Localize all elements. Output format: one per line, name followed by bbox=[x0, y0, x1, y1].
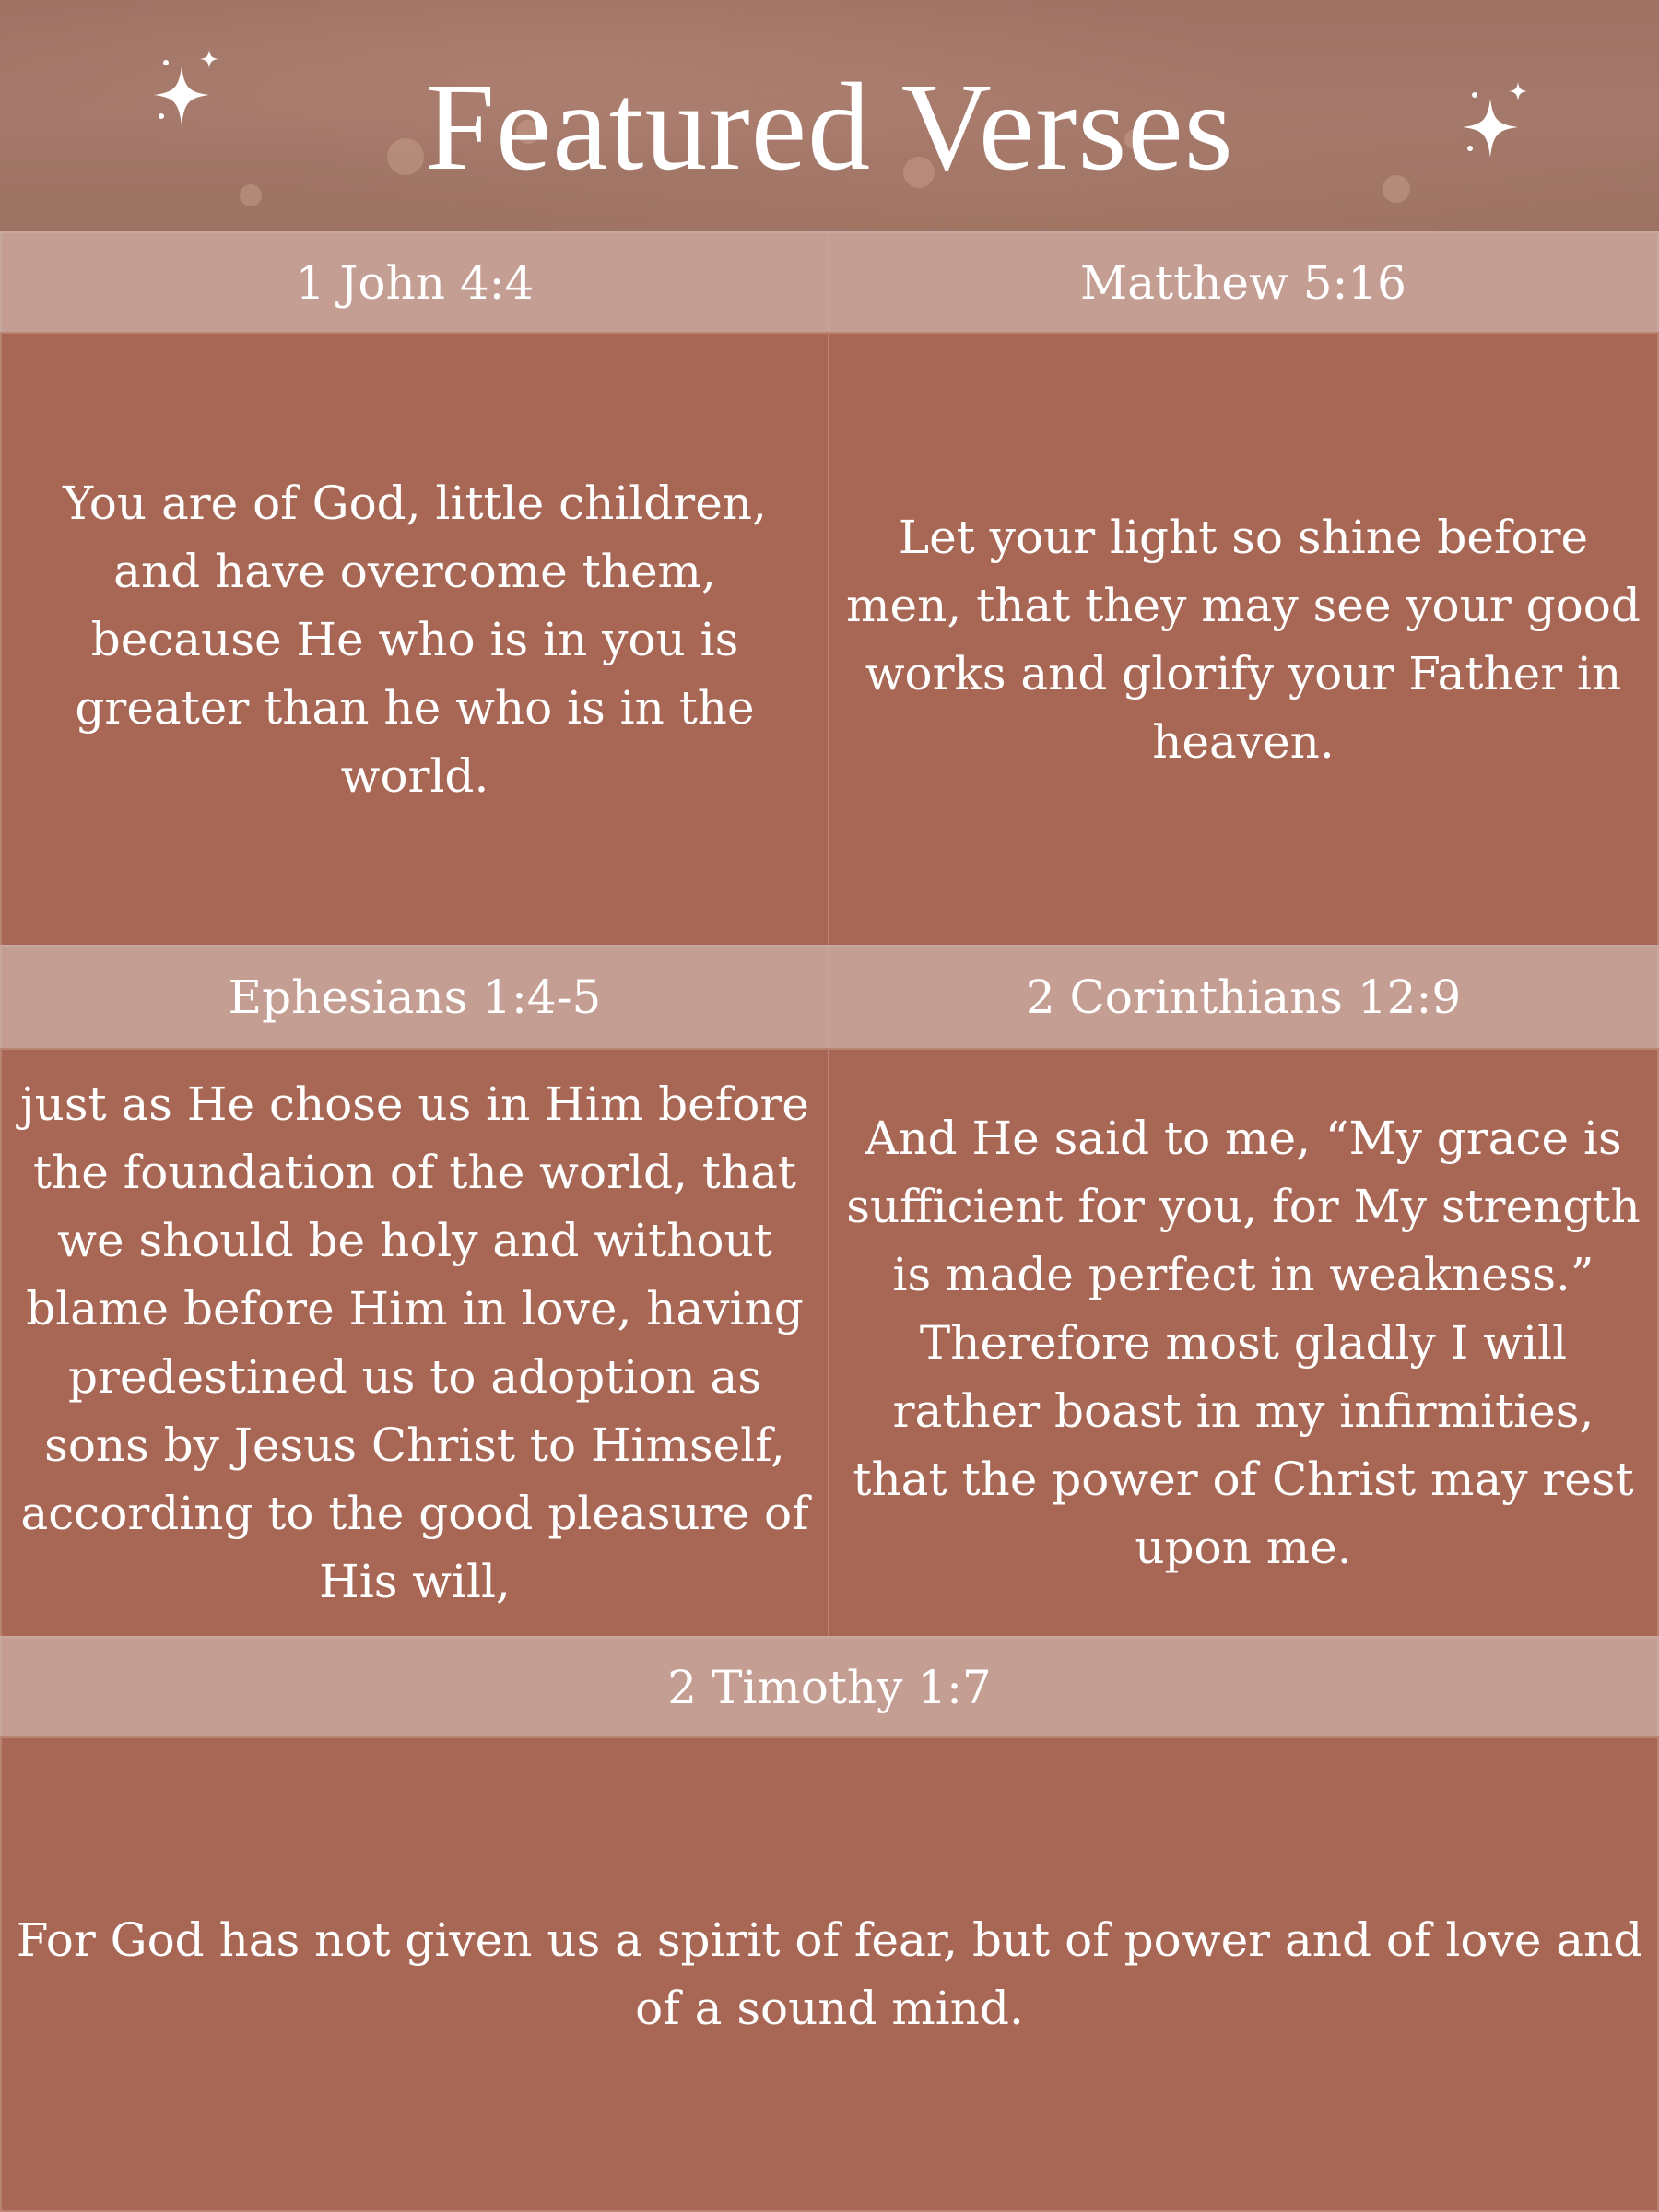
verse-reference: Ephesians 1:4-5 bbox=[0, 945, 830, 1050]
verse-text: You are of God, little children, and have overcome them, because He who is in you is greater than he who is in the world. bbox=[63, 476, 767, 803]
verse-reference: 1 John 4:4 bbox=[0, 231, 830, 334]
verse-text: For God has not given us a spirit of fear, but of power and of love and of a sound mind. bbox=[16, 1913, 1643, 2035]
verse-text: And He said to me, “My grace is sufficient for you, for My strength is made perfect in weakness.” Therefore most gladly I will rather boast in my infirmities, that the power of Christ may rest upon me. bbox=[846, 1112, 1641, 1574]
verse-text-cell bbox=[0, 1736, 1659, 2212]
header-banner bbox=[0, 0, 1659, 231]
verse-text-cell bbox=[828, 1048, 1659, 1638]
verse-text-cell bbox=[0, 1048, 830, 1638]
verses-table bbox=[0, 231, 1659, 2212]
verse-text-cell bbox=[828, 332, 1659, 947]
verse-text: Let your light so shine before men, that they may see your good works and glorify your Father in heaven. bbox=[846, 510, 1641, 769]
verse-reference: 2 Timothy 1:7 bbox=[0, 1636, 1659, 1738]
verse-reference: Matthew 5:16 bbox=[828, 231, 1659, 334]
verse-reference: 2 Corinthians 12:9 bbox=[828, 945, 1659, 1050]
verse-text-cell bbox=[0, 332, 830, 947]
page-title: Featured Verses bbox=[425, 58, 1234, 196]
verse-text: just as He chose us in Him before the foundation of the world, that we should be holy and without blame before Him in love, having predestined us to adoption as sons by Jesus Christ to Himself, according to the good pleasure of His will, bbox=[20, 1077, 809, 1608]
